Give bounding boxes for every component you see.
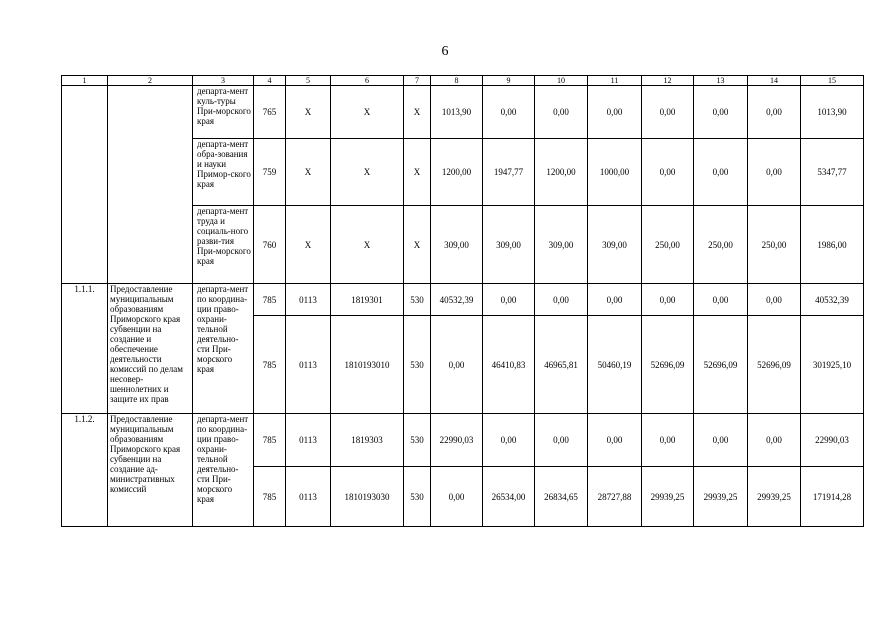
item-code: 1.1.2. [62, 414, 108, 527]
table-cell: 1810193010 [331, 316, 404, 414]
column-number: 8 [431, 76, 483, 86]
table-cell: 765 [254, 86, 286, 139]
table-cell: 530 [404, 467, 431, 527]
table-cell: X [404, 139, 431, 206]
table-cell: 0,00 [642, 284, 694, 316]
table-cell: 0,00 [483, 414, 535, 467]
table-cell: 40532,39 [431, 284, 483, 316]
table-cell: 301925,10 [801, 316, 864, 414]
table-cell: 785 [254, 467, 286, 527]
column-number: 12 [642, 76, 694, 86]
table-cell: 52696,09 [748, 316, 801, 414]
table-cell: 0,00 [431, 467, 483, 527]
table-cell: 0,00 [642, 414, 694, 467]
column-number: 3 [193, 76, 254, 86]
column-number: 5 [286, 76, 331, 86]
table-cell: 530 [404, 284, 431, 316]
table-cell: 250,00 [748, 206, 801, 284]
table-cell: 0,00 [483, 86, 535, 139]
table-cell: 0,00 [642, 139, 694, 206]
table-cell: 171914,28 [801, 467, 864, 527]
table-cell: 1986,00 [801, 206, 864, 284]
column-number: 6 [331, 76, 404, 86]
table-cell: 0,00 [431, 316, 483, 414]
table-cell: 29939,25 [748, 467, 801, 527]
column-number: 10 [535, 76, 588, 86]
table-cell: 0,00 [588, 86, 642, 139]
table-cell: 785 [254, 316, 286, 414]
column-number: 1 [62, 76, 108, 86]
table-cell: 309,00 [588, 206, 642, 284]
table-cell: 785 [254, 414, 286, 467]
column-number: 9 [483, 76, 535, 86]
organization-cell: департа-мент труда и социаль-ного разви-тия При-морского края [193, 206, 254, 284]
table-cell: 0113 [286, 284, 331, 316]
table-cell: 0,00 [642, 86, 694, 139]
table-cell: 0,00 [748, 139, 801, 206]
table-cell: 50460,19 [588, 316, 642, 414]
table-cell: 22990,03 [801, 414, 864, 467]
table-cell: 0,00 [694, 139, 748, 206]
table-cell: X [286, 206, 331, 284]
table-cell: 0113 [286, 414, 331, 467]
table-cell: 0,00 [535, 284, 588, 316]
table-cell: 22990,03 [431, 414, 483, 467]
table-cell: 28727,88 [588, 467, 642, 527]
table-cell: 1947,77 [483, 139, 535, 206]
organization-cell: департа-мент по координа-ции право-охрани-тельной деятельно-сти При-морского края [193, 414, 254, 527]
table-cell: 0,00 [588, 284, 642, 316]
table-cell: 52696,09 [694, 316, 748, 414]
table-cell: 1200,00 [535, 139, 588, 206]
table-row [62, 284, 864, 316]
organization-cell: департа-мент куль-туры При-морского края [193, 86, 254, 139]
table-row [62, 414, 864, 467]
column-number-row [62, 76, 864, 86]
table-cell: 309,00 [483, 206, 535, 284]
table-cell: 250,00 [642, 206, 694, 284]
table-cell: 1810193030 [331, 467, 404, 527]
table-cell: 40532,39 [801, 284, 864, 316]
budget-table [61, 75, 864, 527]
table-cell: 46410,83 [483, 316, 535, 414]
table-cell: 250,00 [694, 206, 748, 284]
table-cell: 29939,25 [694, 467, 748, 527]
table-cell: 0,00 [483, 284, 535, 316]
item-code: 1.1.1. [62, 284, 108, 414]
column-number: 14 [748, 76, 801, 86]
table-cell: 0,00 [748, 414, 801, 467]
table-cell: 0,00 [694, 284, 748, 316]
table-cell: 0,00 [694, 86, 748, 139]
table-cell: 0,00 [535, 86, 588, 139]
table-cell: X [286, 86, 331, 139]
table-cell: 26834,65 [535, 467, 588, 527]
table-cell: 760 [254, 206, 286, 284]
table-cell: 1200,00 [431, 139, 483, 206]
page-number: 6 [441, 44, 449, 59]
table-cell: 0,00 [694, 414, 748, 467]
column-number: 2 [108, 76, 193, 86]
description-cell-empty [108, 86, 193, 284]
column-number: 13 [694, 76, 748, 86]
column-number: 15 [801, 76, 864, 86]
table-cell: 759 [254, 139, 286, 206]
table-cell: 785 [254, 284, 286, 316]
table-cell: 1013,90 [431, 86, 483, 139]
table-cell: 0,00 [535, 414, 588, 467]
table-cell: X [404, 206, 431, 284]
table-cell: 0113 [286, 316, 331, 414]
table-cell: 1819303 [331, 414, 404, 467]
table-cell: 530 [404, 316, 431, 414]
table-cell: 530 [404, 414, 431, 467]
table-cell: 26534,00 [483, 467, 535, 527]
table-cell: 0,00 [588, 414, 642, 467]
column-number: 11 [588, 76, 642, 86]
column-number: 4 [254, 76, 286, 86]
table-cell: 1000,00 [588, 139, 642, 206]
table-cell: X [331, 86, 404, 139]
table-cell: X [404, 86, 431, 139]
column-number: 7 [404, 76, 431, 86]
table-cell: 29939,25 [642, 467, 694, 527]
table-cell: X [331, 139, 404, 206]
table-cell: X [331, 206, 404, 284]
table-cell: 0113 [286, 467, 331, 527]
table-cell: 5347,77 [801, 139, 864, 206]
organization-cell: департа-мент по координа-ции право-охрани-тельной деятельно-сти При-морского края [193, 284, 254, 414]
table-cell: 1819301 [331, 284, 404, 316]
table-cell: 309,00 [431, 206, 483, 284]
table-cell: 0,00 [748, 86, 801, 139]
table-cell: 46965,81 [535, 316, 588, 414]
table-row [62, 86, 864, 139]
table-cell: X [286, 139, 331, 206]
table-cell: 0,00 [748, 284, 801, 316]
table-cell: 1013,90 [801, 86, 864, 139]
organization-cell: департа-мент обра-зования и науки Примор-ского края [193, 139, 254, 206]
table-cell: 52696,09 [642, 316, 694, 414]
table-cell: 309,00 [535, 206, 588, 284]
item-description: Предоставление муниципальным образованиям Приморского края субвенции на создание ад-министративных комиссий [108, 414, 193, 527]
code-cell-empty [62, 86, 108, 284]
item-description: Предоставление муниципальным образованиям Приморского края субвенции на создание и обеспечение деятельности комиссий по делам несовер-шеннолетних и защите их прав [108, 284, 193, 414]
